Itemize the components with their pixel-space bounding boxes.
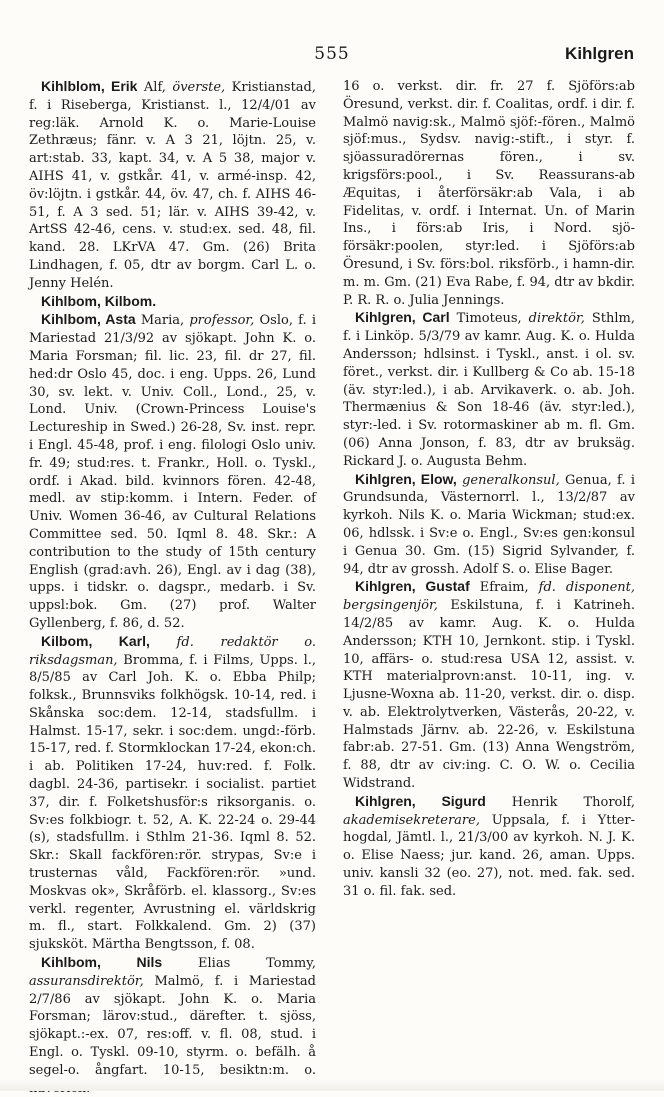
entry-headword: Kihlbom, Asta xyxy=(41,311,136,328)
entry-title: generalkonsul, xyxy=(456,472,560,488)
biography-entry xyxy=(343,793,635,901)
entry-title: direktör, xyxy=(528,311,585,327)
page-number: 555 xyxy=(314,44,350,64)
entry-text: Efraim, xyxy=(469,580,539,596)
entry-text: Malmö, f. i Mariestad 2/7/86 av sjökapt. John K. o. Maria Forsman; lärov:stud., därefter. t. sjöss, sjökapt.:-ex. 07, res:off. v. fl. 08, stud. i Engl. o. Tyskl. 09-10, styrm. o. befälh. å segel-o. ångfart. 10-15, besiktn:m. o. xyxy=(29,973,316,1078)
biography-entry xyxy=(343,309,635,470)
entry-text: Sthlm, f. i Linköp. 5/3/79 av kamr. Aug. K. o. Hulda Andersson; hdlsinst. i Tyskl., anst. i ol. sv. föret., verkst. dir. i Kullberg & Co ab. 15-18 (äv. styr:led.), i ab. Arvikaverk. o. ab. Joh. Thermænius & Son 18-46 (äv. styr:led.), styr:-led. i Sv. rotormaskiner ab m. fl. Gm. (06) Anna Jonson, f. 83, dtr av bruksäg. Rickard J. o. Augusta Behm. xyxy=(343,311,635,469)
entry-text: Henrik Thorolf, xyxy=(485,794,636,810)
biography-entry xyxy=(29,311,316,632)
entry-headword: Kihlgren, Sigurd xyxy=(355,792,486,809)
entry-headword: Kilbom, Karl, xyxy=(41,632,150,649)
entry-headword: Kihlbom, Kilbom. xyxy=(41,292,157,309)
entry-text: Uppsala, f. i Ytter-hogdal, Jämtl. l., 21/3/00 av kyrkoh. N. J. K. o. Elise Naess; jur. kand. 26, aman. Upps. univ. kansli 32 (eo. 27), not. med. fak. sed. 31 o. fil. fak. sed. xyxy=(343,812,635,899)
entry-title: professor, xyxy=(189,313,255,329)
entry-headword: Kihlblom, Erik xyxy=(41,78,138,94)
entry-text: Timoteus, xyxy=(449,311,529,327)
left-column xyxy=(29,78,316,1097)
entry-title: fd. disponent, bergsingenjör, xyxy=(343,580,635,614)
entry-text: Genua, f. i Grundsunda, Västernorrl. l., 13/2/87 av kyrkoh. Nils K. o. Maria Wickman; stud:ex. 06, hdlssk. i Sv:e o. Engl., Sv:es gen:konsul i Genua 30. Gm. (15) Sigrid Sylvander, f. 94, dtr av grossh. Adolf S. o. Elise Bager. xyxy=(343,472,635,577)
entry-text: Alf, xyxy=(137,80,173,95)
entry-title: assuransdirektör, xyxy=(29,973,144,989)
biography-entry xyxy=(29,78,316,293)
entry-headword: Kihlgren, Elow, xyxy=(355,470,457,487)
entry-headword: Kihlgren, Gustaf xyxy=(355,578,470,595)
biography-entry xyxy=(29,954,316,1097)
running-head: Kihlgren xyxy=(565,44,634,63)
entry-title: akademisekreterare, xyxy=(343,812,480,828)
entry-text: 16 o. verkst. dir. fr. 27 f. Sjöförs:ab Öresund, verkst. dir. f. Coalitas, ordf. i dir. f. Malmö navig:sk., Malmö sjöf:-fören., Malmö sjöf:mus., Sydsv. navig:-stift., i styr. f. sjöassuradörernas fören., i sv. krigsförs:pool., i Sv. Reassurans-ab Æquitas, i återförsäkr:ab Vala, i ab Fidelitas, v. ordf. i Internat. Un. of Marin Ins., i förs:ab Iris, i Nord. sjö-försäkr:poolen, styr:led. i Sjöförs:ab Öresund, i Sv. förs:bol. riksförb., i hamn-dir. m. m. Gm. (21) Eva Rabe, f. 94, dtr av bkdir. P. R. R. o. Julia Jennings. xyxy=(343,79,635,308)
biography-entry xyxy=(29,633,316,954)
scan-edge xyxy=(0,1079,664,1091)
entry-text: Oslo, f. i Mariestad 21/3/92 av sjökapt. John K. o. Maria Forsman; fil. lic. 23, fil. dr 27, fil. hed:dr Oslo 45, doc. i eng. Upps. 26, Lund 30, sv. lekt. v. Univ. Coll., Lond., 25, v. Lond. Univ. (Crown-Princess Louise's Lectureship in Swed.) 26-28, Sv. inst. repr. i Engl. 45-48, prof. i eng. filologi Oslo univ. fr. 49; stud:res. t. Frankr., Holl. o. Tyskl., ordf. i Akad. bild. kvinnors fören. 42-48, medl. av stip:komm. i Intern. Feder. of Univ. Women 36-46, av Cultural Relations Committee sed. 50. Iqml 8. 48. Skr.: A contribution to the study of 15th century English (grad:avh. 26), Engl. av i dag (38), upps. i tidskr. o. dagspr., medarb. i Sv. uppsl:bok. Gm. (27) prof. Walter Gyllenberg, f. 86, d. 52. xyxy=(29,313,316,631)
entry-title: fd. redaktör o. riksdagsman, xyxy=(29,634,316,668)
biography-entry xyxy=(343,471,635,579)
entry-text: Eskilstuna, f. i Katrineh. 14/2/85 av kamr. Aug. K. o. Hulda Andersson; KTH 10, Jernkont. stip. i Tyskl. 10, affärs- o. stud:resa USA 12, assist. v. KTH materialprovn:anst. 10-11, ing. v. Ljusne-Woxna ab. 11-20, verkst. dir. o. disp. v. ab. Elektrolytverken, Västerås, 20-22, v. Halmstads Järnv. ab. 22-26, v. Eskilstuna fabr:ab. 27-51. Gm. (13) Anna Wengström, f. 88, dtr av civ:ing. C. O. W. o. Cecilia Widstrand. xyxy=(343,598,635,792)
entry-text: Elias Tommy, xyxy=(162,956,316,972)
entry-title: överste, xyxy=(172,80,226,95)
entry-headword: Kihlgren, Carl xyxy=(355,309,450,326)
biography-entry xyxy=(343,578,635,793)
entry-headword: Kihlbom, Nils xyxy=(41,954,163,971)
biography-entry xyxy=(29,293,316,312)
right-column xyxy=(343,78,635,901)
entry-text: Maria, xyxy=(135,313,190,329)
biography-entry xyxy=(343,78,635,309)
entry-text: Bromma, f. i Films, Upps. l., 8/5/85 av Carl Joh. K. o. Ebba Philp; folksk., Brunnsviks folkhögsk. 10-14, red. i Skånska soc:dem. 12-14, stadsfullm. i Halmst. 15-17, sekr. i soc:dem. ungd:-förb. 15-17, red. f. Stormklockan 17-24, ekon:ch. i ab. Politiken 17-24, huv:red. f. Folk. dagbl. 24-36, partisekr. i socialist. partiet 37, dir. f. Folketshusför:s riksorganis. o. Sv:es folkbiogr. t. 52, A. K. 22-24 o. 29-44 (s), stadsfullm. i Sthlm 21-36. Iqml 8. 52. Skr.: Skall fackfören:rör. strypas, Sv:e i trusternas våld, Fackfören:rör. »und. Moskvas ok», Skråförb. el. klassorg., Sv:es verkl. regenter, Avrustning el. världskrig m. fl., start. Folkkalend. Gm. 2) (37) sjuksköt. Märtha Bengtsson, f. 08. xyxy=(29,652,316,953)
entry-text: Kristianstad, f. i Riseberga, Kristianst. l., 12/4/01 av reg:läk. Arnold K. o. Marie-Louise Zethræus; fänr. v. A 3 21, löjtn. 25, v. art:stab. 33, kapt. 34, v. A 5 38, major v. AIHS 41, v. gstkår. 41, v. armé-insp. 42, öv:löjtn. i gstkår. 44, öv. 47, ch. f. AIHS 46-51, f. A 3 sed. 51; lär. v. AIHS 39-42, v. ArtSS 42-46, cens. v. stud:ex. sed. 48, fil. kand. 28. LKrVA 47. Gm. (26) Brita Lindhagen, f. 05, dtr av borgm. Carl L. o. Jenny Helén. xyxy=(29,80,317,291)
